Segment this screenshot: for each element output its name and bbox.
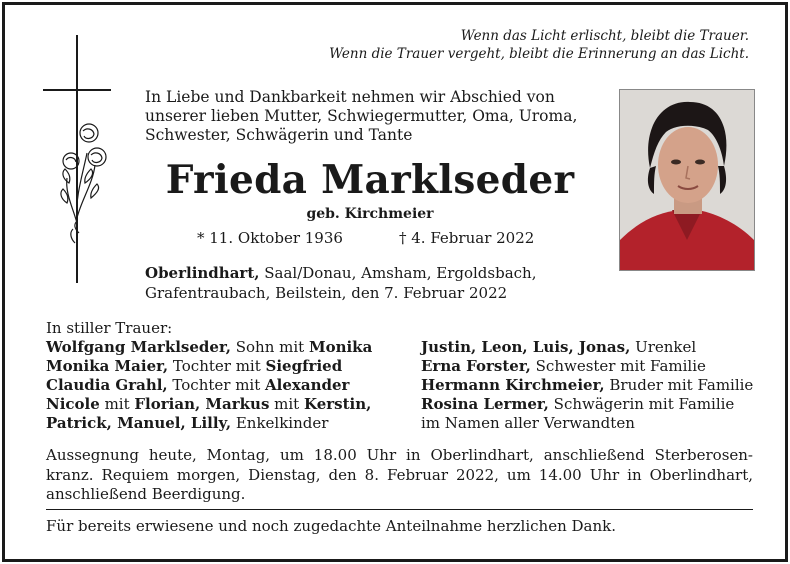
thanks-line: Für bereits erwiesene und noch zugedachte Anteilnahme herzlichen Dank.: [46, 517, 616, 535]
notice-line-2: kranz. Requiem morgen, Dienstag, den 8. Februar 2022, um 14.00 Uhr in Oberlindhart,: [46, 465, 753, 484]
mourner-partner: Siegfried: [265, 357, 343, 375]
funeral-notice: [46, 446, 753, 505]
intro-line-1: In Liebe und Dankbarkeit nehmen wir Abschied von: [145, 88, 555, 106]
mourner-row: [421, 376, 766, 395]
mourner-name: Hermann Kirchmeier,: [421, 376, 605, 394]
mourner-row: [46, 395, 406, 414]
mourner-partner: Alexander: [265, 376, 350, 394]
mourners-section: [46, 319, 766, 432]
mourner-row: [46, 357, 406, 376]
cross-with-roses-icon: [39, 33, 119, 289]
intro-line-2: unserer lieben Mutter, Schwiegermutter, Oma, Uroma,: [145, 107, 578, 125]
intro-line-3: Schwester, Schwägerin und Tante: [145, 126, 413, 144]
mourner-row: [421, 395, 766, 414]
motto-quote: [329, 27, 749, 63]
notice-line-1: Aussegnung heute, Montag, um 18.00 Uhr in Oberlindhart, anschließend Sterberosen-: [46, 446, 753, 464]
mourner-row: [421, 357, 766, 376]
mourners-left-column: [46, 338, 406, 433]
mourner-row: [46, 376, 406, 395]
place-and-date: [145, 263, 595, 303]
mourner-name: Erna Forster,: [421, 357, 531, 375]
intro-text: [145, 88, 595, 145]
mourner-name: Rosina Lermer,: [421, 395, 549, 413]
mourners-right-column: [421, 338, 766, 433]
mourner-partner: Florian, Markus: [134, 395, 270, 413]
mourner-name: Monika Maier,: [46, 357, 169, 375]
divider: [46, 509, 753, 510]
mourner-name: Nicole: [46, 395, 100, 413]
mourner-relation: Bruder mit Familie: [604, 376, 754, 394]
motto-line-2: Wenn die Trauer vergeht, bleibt die Erinnerung an das Licht.: [329, 46, 749, 62]
portrait-photo: [619, 89, 755, 271]
mourner-name: Wolfgang Marklseder,: [46, 338, 231, 356]
place-bold: Oberlindhart,: [145, 264, 260, 282]
mourner-relation: Enkelkinder: [231, 414, 329, 432]
mourner-name: Claudia Grahl,: [46, 376, 168, 394]
mourner-partner: Kerstin,: [303, 395, 372, 413]
mourner-relation: Schwägerin mit Familie: [548, 395, 735, 413]
mourner-row: [421, 338, 766, 357]
mourner-relation: mit: [269, 395, 304, 413]
mourner-name: Patrick, Manuel, Lilly,: [46, 414, 232, 432]
birth-date: * 11. Oktober 1936: [197, 229, 343, 247]
deceased-name: Frieda Marklseder: [165, 157, 575, 203]
place-line-2: Grafentraubach, Beilstein, den 7. Februar 2022: [145, 284, 508, 302]
motto-line-1: Wenn das Licht erlischt, bleibt die Trauer.: [460, 28, 749, 44]
death-date: † 4. Februar 2022: [399, 229, 535, 247]
mourner-relation: im Namen aller Verwandten: [421, 414, 635, 432]
mourner-relation: mit: [99, 395, 135, 413]
maiden-name: geb. Kirchmeier: [306, 206, 434, 222]
place-rest: Saal/Donau, Amsham, Ergoldsbach,: [259, 264, 537, 282]
mourner-row: [421, 414, 766, 433]
mourner-relation: Schwester mit Familie: [530, 357, 706, 375]
notice-line-3: anschließend Beerdigung.: [46, 485, 246, 503]
mourner-relation: Tochter mit: [168, 357, 266, 375]
mourner-relation: Urenkel: [630, 338, 697, 356]
mourners-heading: In stiller Trauer:: [46, 319, 173, 337]
mourner-name: Justin, Leon, Luis, Jonas,: [421, 338, 631, 356]
place-line-1: [145, 263, 595, 283]
obituary-card: [2, 2, 788, 562]
mourner-relation: Sohn mit: [230, 338, 309, 356]
mourner-relation: Tochter mit: [167, 376, 266, 394]
portrait-image: [620, 90, 754, 270]
mourner-row: [46, 338, 406, 357]
mourner-partner: Monika: [308, 338, 373, 356]
mourner-row: [46, 414, 406, 433]
